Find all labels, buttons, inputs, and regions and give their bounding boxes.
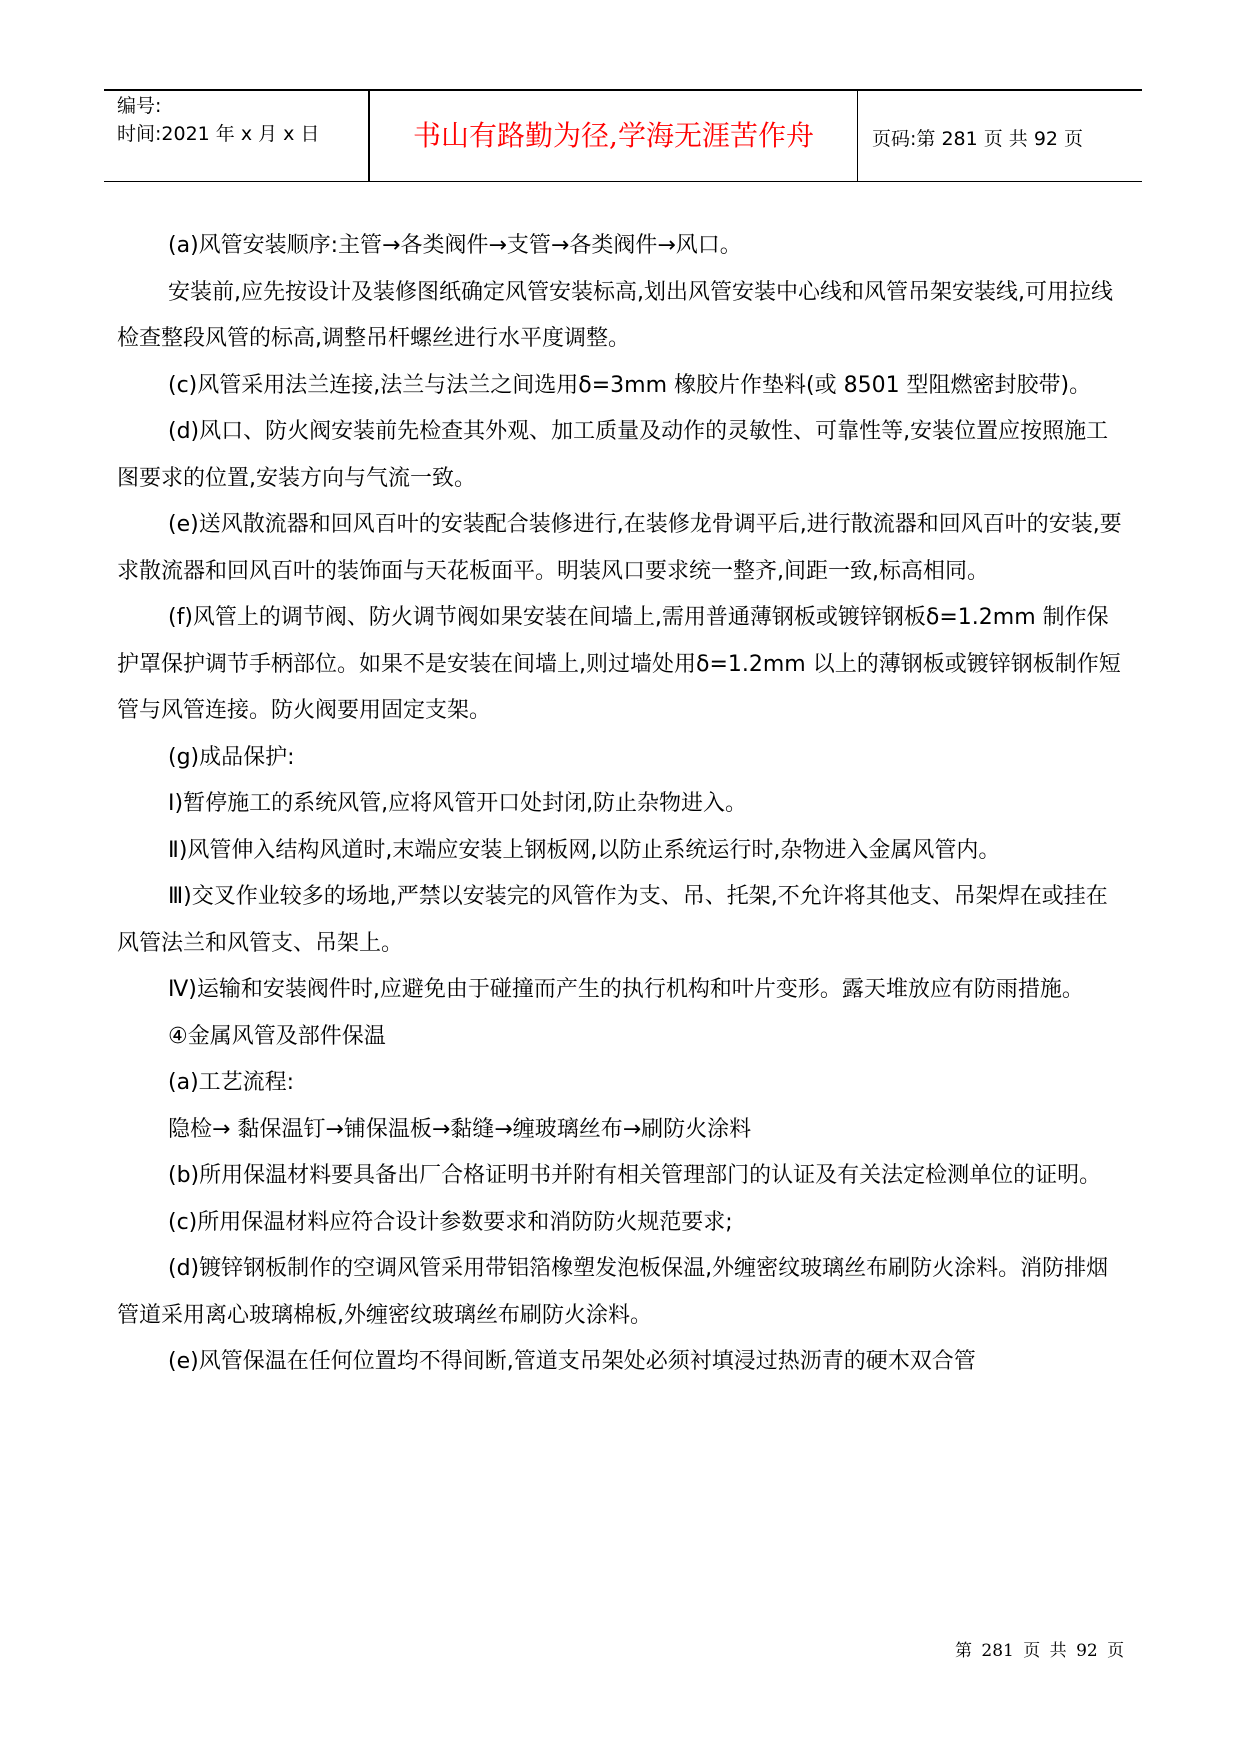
document-date: 时间:2021 年 x 月 x 日 (117, 123, 320, 145)
document-body (117, 223, 1127, 1386)
header-top-rule (104, 89, 1142, 91)
header-meta (117, 92, 319, 148)
paragraph: (c)所用保温材料应符合设计参数要求和消防防火规范要求; (168, 1209, 733, 1235)
process-flow: 隐检→ 黏保温钉→铺保温板→黏缝→缠玻璃丝布→刷防火涂料 (168, 1116, 752, 1142)
document-number-label: 编号: (117, 95, 162, 117)
paragraph: (g)成品保护: (168, 744, 295, 770)
header-page-info: 页码:第 281 页 共 92 页 (872, 128, 1084, 150)
paragraph: (a)工艺流程: (168, 1070, 295, 1095)
paragraph: Ⅰ)暂停施工的系统风管,应将风管开口处封闭,防止杂物进入。 (168, 791, 748, 816)
paragraph: Ⅱ)风管伸入结构风道时,末端应安装上钢板网,以防止系统运行时,杂物进入金属风管内。 (168, 837, 1001, 863)
header-motto: 书山有路勤为径,学海无涯苦作舟 (413, 119, 814, 152)
paragraph: Ⅲ)交叉作业较多的场地,严禁以安装完的风管作为支、吊、托架,不允许将其他支、吊架焊在或挂在风管法兰和风管支、吊架上。 (117, 884, 1108, 956)
paragraph: (f)风管上的调节阀、防火调节阀如果安装在间墙上,需用普通薄钢板或镀锌钢板δ=1.2mm 制作保护罩保护调节手柄部位。如果不是安装在间墙上,则过墙处用δ=1.2mm 以上的薄钢板或镀锌钢板制作短管与风管连接。防火阀要用固定支架。 (117, 605, 1121, 723)
paragraph: (b)所用保温材料要具备出厂合格证明书并附有相关管理部门的认证及有关法定检测单位的证明。 (168, 1163, 1102, 1188)
paragraph: (d)镀锌钢板制作的空调风管采用带铝箔橡塑发泡板保温,外缠密纹玻璃丝布刷防火涂料。消防排烟管道采用离心玻璃棉板,外缠密纹玻璃丝布刷防火涂料。 (117, 1256, 1109, 1328)
paragraph: (d)风口、防火阀安装前先检查其外观、加工质量及动作的灵敏性、可靠性等,安装位置应按照施工图要求的位置,安装方向与气流一致。 (117, 419, 1109, 491)
paragraph: 安装前,应先按设计及装修图纸确定风管安装标高,划出风管安装中心线和风管吊架安装线,可用拉线检查整段风管的标高,调整吊杆螺丝进行水平度调整。 (117, 279, 1113, 351)
section-heading: ④金属风管及部件保温 (168, 1023, 386, 1049)
header-bottom-rule (104, 181, 1142, 182)
page-footer: 第 281 页 共 92 页 (955, 1641, 1125, 1661)
paragraph: (e)送风散流器和回风百叶的安装配合装修进行,在装修龙骨调平后,进行散流器和回风百叶的安装,要求散流器和回风百叶的装饰面与天花板面平。明装风口要求统一整齐,间距一致,标高相同。 (117, 512, 1122, 584)
paragraph: (a)风管安装顺序:主管→各类阀件→支管→各类阀件→风口。 (168, 233, 742, 258)
paragraph: Ⅳ)运输和安装阀件时,应避免由于碰撞而产生的执行机构和叶片变形。露天堆放应有防雨措施。 (168, 977, 1084, 1002)
paragraph: (c)风管采用法兰连接,法兰与法兰之间选用δ=3mm 橡胶片作垫料(或 8501 型阻燃密封胶带)。 (168, 372, 1092, 398)
paragraph: (e)风管保温在任何位置均不得间断,管道支吊架处必须衬填浸过热沥青的硬木双合管 (168, 1349, 976, 1374)
header-divider-right (857, 89, 858, 182)
